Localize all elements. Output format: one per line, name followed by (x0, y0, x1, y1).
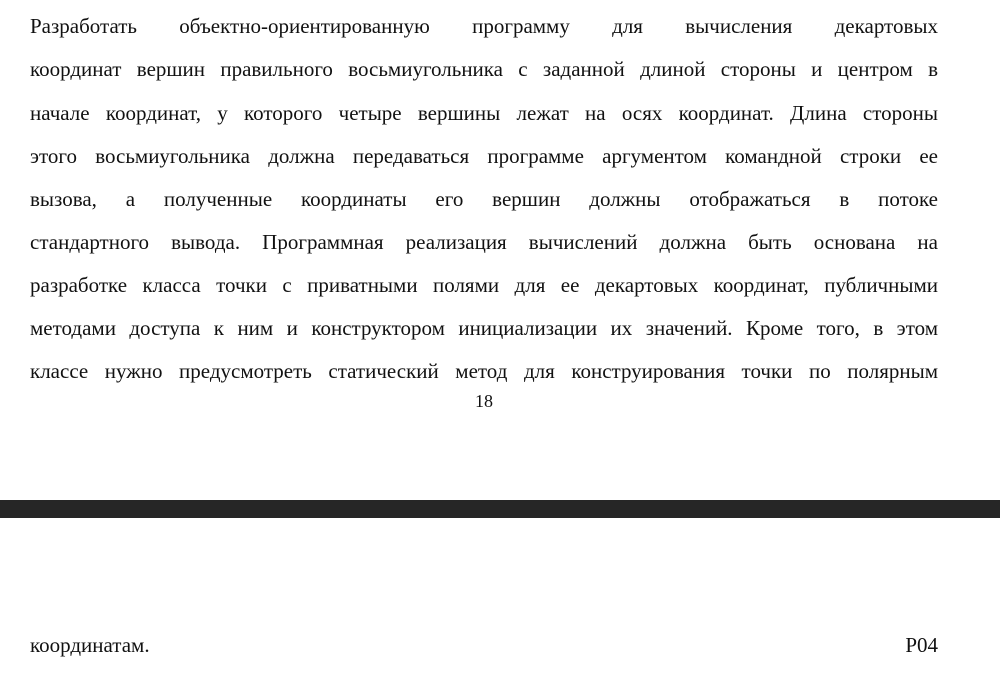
paragraph-line-8: методами доступа к ним и конструктором инициализации их значений. Кроме того, в этом (30, 316, 938, 340)
task-code: P04 (905, 633, 938, 657)
page-number: 18 (475, 391, 493, 411)
paragraph-line-6: стандартного вывода. Программная реализация вычислений должна быть основана на (30, 230, 938, 254)
page-bottom (0, 518, 1000, 689)
continuation-text: координатам. (30, 633, 150, 657)
paragraph-line-3: начале координат, у которого четыре вершины лежат на осях координат. Длина стороны (30, 101, 938, 125)
paragraph-line-1: Разработать объектно-ориентированную программу для вычисления декартовых (30, 14, 938, 38)
paragraph-line-5: вызова, а полученные координаты его вершин должны отображаться в потоке (30, 187, 938, 211)
page-separator (0, 500, 1000, 518)
paragraph-line-2: координат вершин правильного восьмиугольника с заданной длиной стороны и центром в (30, 57, 938, 81)
paragraph-line-9: классе нужно предусмотреть статический метод для конструирования точки по полярным (30, 359, 938, 383)
paragraph-line-4: этого восьмиугольника должна передаваться программе аргументом командной строки ее (30, 144, 938, 168)
paragraph-line-7: разработке класса точки с приватными полями для ее декартовых координат, публичными (30, 273, 938, 297)
